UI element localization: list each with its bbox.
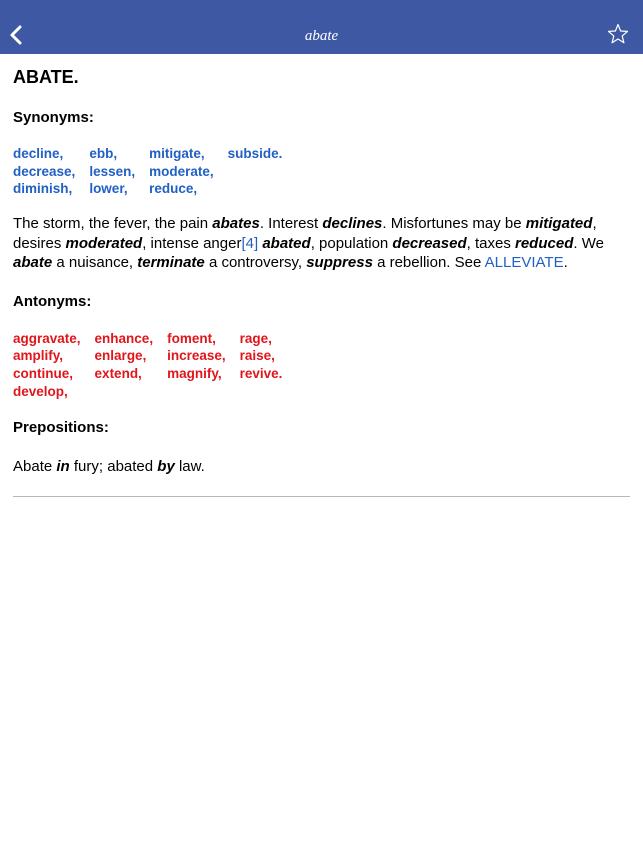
page-title: abate [304, 28, 339, 44]
antonym-link[interactable]: foment, [167, 330, 216, 346]
antonym-link[interactable]: amplify, [13, 348, 64, 364]
synonym-link[interactable]: decline, [13, 146, 64, 161]
synonym-link[interactable]: decrease, [13, 163, 76, 179]
headword: ABATE. [13, 67, 79, 87]
entry-content [13, 66, 630, 477]
antonym-link[interactable]: aggravate, [13, 330, 81, 346]
footnote-link[interactable]: [4] [241, 234, 259, 252]
antonym-link[interactable]: enlarge, [94, 348, 147, 364]
synonyms-heading: Synonyms: [13, 109, 94, 126]
star-outline-icon [607, 23, 629, 45]
content-divider [13, 496, 630, 497]
prepositions-text: Abate in fury; abated by law. [13, 458, 205, 476]
synonym-link[interactable]: lessen, [89, 163, 136, 179]
usage-description: The storm, the fever, the pain abates. Interest declines. Misfortunes may be mitigated, desires moderated, intense anger[4] abated, population decreased, taxes reduced. We abate a nuisance, terminate a controversy, suppress a rebellion. See ALLEVIATE. [13, 215, 604, 272]
antonym-link[interactable]: continue, [13, 365, 73, 381]
antonym-link[interactable]: revive. [239, 365, 283, 381]
see-also-link[interactable]: ALLEVIATE [484, 254, 564, 272]
antonyms-heading: Antonyms: [13, 292, 92, 310]
synonyms-list [13, 145, 630, 198]
synonym-link[interactable]: mitigate, [149, 146, 205, 161]
antonym-link[interactable]: develop, [13, 383, 68, 399]
antonym-link[interactable]: rage, [239, 330, 272, 346]
synonym-link[interactable]: lower, [89, 181, 128, 197]
synonym-link[interactable]: subside. [227, 146, 283, 161]
antonym-link[interactable]: extend, [94, 365, 142, 381]
antonym-link[interactable]: magnify, [167, 365, 222, 381]
antonyms-list [13, 330, 630, 401]
prepositions-heading: Prepositions: [13, 419, 109, 437]
synonym-link[interactable]: ebb, [89, 146, 118, 161]
antonym-link[interactable]: raise, [239, 348, 275, 364]
synonym-link[interactable]: diminish, [13, 181, 73, 197]
antonym-link[interactable]: increase, [167, 348, 226, 364]
synonym-link[interactable]: moderate, [149, 163, 214, 179]
antonym-link[interactable]: enhance, [94, 330, 154, 346]
favorite-button[interactable] [607, 23, 629, 45]
synonym-link[interactable]: reduce, [149, 181, 198, 197]
navigation-bar [0, 0, 643, 54]
